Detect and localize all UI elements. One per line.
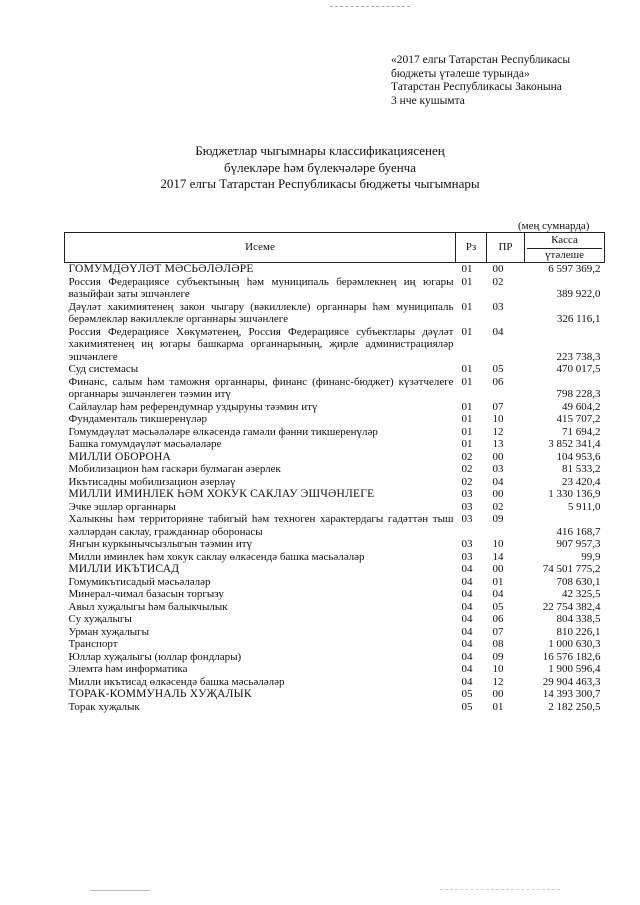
row-section-code: 02 bbox=[461, 475, 473, 488]
row-subsection-code: 14 bbox=[492, 550, 504, 563]
row-amount: 223 738,3 bbox=[556, 350, 601, 363]
row-subsection-code: 00 bbox=[487, 263, 525, 276]
row-amount: 5 911,0 bbox=[567, 500, 601, 513]
row-subsection-code: 00 bbox=[492, 488, 504, 500]
row-name: Су хуҗалыгы bbox=[68, 613, 132, 625]
row-section-code: 04 bbox=[461, 575, 473, 588]
table-row bbox=[65, 376, 605, 401]
row-section-code: 04 bbox=[461, 650, 473, 663]
row-amount: 23 420,4 bbox=[562, 475, 601, 488]
row-amount: 907 957,3 bbox=[556, 538, 601, 550]
row-section-code: 01 bbox=[461, 375, 473, 388]
row-subsection-code: 05 bbox=[492, 363, 504, 375]
row-section-code: 01 bbox=[461, 438, 473, 450]
row-subsection-code: 00 bbox=[492, 450, 504, 463]
table-row bbox=[65, 626, 605, 639]
row-subsection-code: 01 bbox=[492, 575, 504, 588]
row-section-code: 05 bbox=[461, 700, 473, 713]
header-amount-line-1: Касса bbox=[551, 234, 578, 246]
row-subsection-code: 09 bbox=[492, 650, 504, 663]
bottom-scan-rule bbox=[90, 890, 150, 891]
row-amount: 416 168,7 bbox=[556, 525, 601, 538]
title-line-2: бүлекләре һәм бүлекчәләре буенча bbox=[224, 159, 416, 175]
row-section-code: 02 bbox=[461, 450, 473, 463]
row-name: Транспорт bbox=[68, 638, 118, 650]
bottom-scan-dots bbox=[440, 889, 560, 890]
row-section-code: 03 bbox=[461, 538, 473, 550]
row-amount: 1 900 596,4 bbox=[548, 663, 601, 675]
row-name: МИЛЛИ ОБОРОНА bbox=[68, 450, 171, 463]
row-amount: 22 754 382,4 bbox=[542, 600, 601, 613]
row-name: Икътисадны мобилизацион әзерләү bbox=[68, 475, 236, 488]
law-reference-line-3: Татарстан Республикасы Законына bbox=[391, 81, 562, 93]
row-name: Гомумдәүләт мәсьәләләре өлкәсендә гамәли фәнни тикшеренүләр bbox=[68, 425, 378, 438]
document-title bbox=[0, 143, 640, 193]
row-section-code: 04 bbox=[461, 638, 473, 650]
row-amount: 708 630,1 bbox=[556, 575, 601, 588]
row-name: Торак хуҗалык bbox=[68, 700, 140, 713]
row-name: Урман хуҗалыгы bbox=[68, 625, 150, 638]
row-section-code: 04 bbox=[461, 600, 473, 613]
row-name: Юллар хуҗалыгы (юллар фондлары) bbox=[68, 650, 242, 663]
row-subsection-code: 03 bbox=[492, 463, 504, 475]
row-subsection-code: 10 bbox=[492, 538, 504, 550]
row-amount: 71 694,2 bbox=[562, 425, 601, 438]
row-amount: 798 228,3 bbox=[556, 388, 601, 400]
row-name: Россия Федерациясе Хөкүмәтенең, Россия Федерациясе субъектлары дәүләт хакимиятенең иң югары башкарма органнарының, җирле администрацияләр эшчәнлеге bbox=[68, 325, 454, 363]
header-amount-line-2: үтәлеше bbox=[527, 248, 602, 262]
row-amount: 74 501 775,2 bbox=[542, 563, 601, 575]
row-section-code: 04 bbox=[461, 588, 473, 600]
table-row bbox=[65, 663, 605, 676]
table-row bbox=[65, 276, 605, 301]
row-name: Авыл хуҗалыгы һәм балыкчылык bbox=[68, 600, 228, 613]
row-section-code: 01 bbox=[461, 363, 473, 375]
table-header-row bbox=[65, 233, 605, 263]
row-name: Сайлаулар һәм референдумнар уздыруны тәэмин итү bbox=[68, 400, 318, 413]
table-row bbox=[65, 363, 605, 376]
row-subsection-code: 05 bbox=[492, 600, 504, 613]
table-row bbox=[65, 551, 605, 564]
row-name: Халыкны һәм территорияне табигый һәм техноген характердагы гадәттән тыш хәлләрдән саклау, гражданнар оборонасы bbox=[68, 513, 454, 538]
row-name: Эчке эшләр органнары bbox=[68, 500, 176, 513]
row-section-code: 01 bbox=[461, 413, 473, 425]
row-section-code: 04 bbox=[461, 663, 473, 675]
table-row bbox=[65, 413, 605, 426]
row-subsection-code: 03 bbox=[492, 300, 504, 313]
row-section-code: 04 bbox=[461, 563, 473, 575]
row-amount: 99,9 bbox=[581, 550, 601, 563]
row-subsection-code: 02 bbox=[492, 275, 504, 288]
table-row bbox=[65, 563, 605, 576]
table-row bbox=[65, 601, 605, 614]
row-amount: 2 182 250,5 bbox=[548, 700, 601, 713]
row-name: Фундаменталь тикшеренүләр bbox=[68, 413, 207, 425]
row-section-code: 03 bbox=[461, 488, 473, 500]
row-amount: 326 116,1 bbox=[556, 313, 601, 325]
row-amount: 14 393 300,7 bbox=[542, 688, 601, 700]
row-name: Янгын куркынычсызлыгын тәэмин итү bbox=[68, 538, 253, 550]
row-name: Элемтә һәм информатика bbox=[68, 663, 188, 675]
table-row bbox=[65, 488, 605, 501]
header-subsection: ПР bbox=[487, 233, 525, 263]
table-row bbox=[65, 613, 605, 626]
row-name: Милли иминлек һәм хокук саклау өлкәсендә башка мәсьәләләр bbox=[68, 550, 365, 563]
row-section-code: 04 bbox=[461, 675, 473, 688]
row-subsection-code: 12 bbox=[492, 425, 504, 438]
title-line-1: Бюджетлар чыгымнары классификациясенең bbox=[195, 143, 445, 158]
row-section-code: 03 bbox=[461, 550, 473, 563]
top-scan-rule bbox=[330, 6, 410, 7]
row-subsection-code: 01 bbox=[492, 700, 504, 713]
row-amount: 29 904 463,3 bbox=[542, 675, 601, 688]
row-subsection-code: 07 bbox=[492, 400, 504, 413]
row-subsection-code: 12 bbox=[492, 675, 504, 688]
row-section-code: 01 bbox=[461, 275, 473, 288]
row-name: Финанс, салым һәм таможня органнары, финанс (финанс-бюджет) күзәтчелеге органнары эшчәнлеген тәэмин итү bbox=[68, 375, 454, 400]
table-row bbox=[65, 638, 605, 651]
law-reference-note bbox=[391, 54, 570, 108]
row-amount: 389 922,0 bbox=[556, 288, 601, 300]
row-section-code: 03 bbox=[461, 513, 473, 525]
row-amount: 1 330 136,9 bbox=[548, 488, 601, 500]
row-name: ТОРАК-КОММУНАЛЬ ХУҖАЛЫК bbox=[68, 688, 252, 700]
header-name: Исеме bbox=[65, 233, 456, 263]
table-row bbox=[65, 326, 605, 364]
row-name: Минерал-чимал базасын торгызу bbox=[68, 588, 224, 600]
table-row bbox=[65, 576, 605, 589]
table-row bbox=[65, 501, 605, 514]
row-amount: 6 597 369,2 bbox=[525, 263, 605, 276]
row-subsection-code: 08 bbox=[492, 638, 504, 650]
table-row bbox=[65, 588, 605, 601]
table-row bbox=[65, 688, 605, 701]
row-section-code: 04 bbox=[461, 613, 473, 625]
row-section-code: 01 bbox=[461, 400, 473, 413]
row-amount: 42 325,5 bbox=[562, 588, 601, 600]
appendix-number: 3 нче кушымта bbox=[391, 94, 465, 107]
table-row bbox=[65, 701, 605, 714]
table-row bbox=[65, 513, 605, 538]
row-name: Башка гомумдәүләт мәсьәләләре bbox=[68, 438, 222, 450]
expenditure-table bbox=[64, 232, 605, 713]
row-amount: 3 852 341,4 bbox=[548, 438, 601, 450]
row-amount: 415 707,2 bbox=[556, 413, 601, 425]
header-section: Рз bbox=[456, 233, 487, 263]
table-row bbox=[65, 426, 605, 439]
title-line-3: 2017 елгы Татарстан Республикасы бюджеты чыгымнары bbox=[160, 176, 480, 191]
row-amount: 104 953,6 bbox=[556, 450, 601, 463]
row-subsection-code: 07 bbox=[492, 625, 504, 638]
row-name: Дәүләт хакимиятенең закон чыгару (вәкиллекле) органнары һәм муниципаль берәмлекләр вәкиллекле органнары эшчәнлеге bbox=[68, 300, 454, 325]
row-section-code: 03 bbox=[461, 500, 473, 513]
table-body bbox=[65, 263, 605, 714]
row-subsection-code: 13 bbox=[492, 438, 504, 450]
header-amount bbox=[525, 233, 605, 263]
row-subsection-code: 10 bbox=[492, 663, 504, 675]
table-row bbox=[65, 538, 605, 551]
table-row bbox=[65, 463, 605, 476]
row-section-code: 01 bbox=[461, 425, 473, 438]
row-section-code: 04 bbox=[461, 625, 473, 638]
law-reference-line-2: бюджеты үтәлеше турында» bbox=[391, 67, 530, 80]
row-name: Гомумикътисадый мәсьәләләр bbox=[68, 575, 211, 588]
row-name: Россия Федерациясе субъектының һәм муниципаль берәмлекнең иң югары вазыйфаи заты эшчәнлеге bbox=[68, 275, 454, 300]
row-name: Суд системасы bbox=[68, 363, 139, 375]
row-amount: 16 576 182,6 bbox=[542, 650, 601, 663]
row-amount: 81 533,2 bbox=[562, 463, 601, 475]
table-row bbox=[65, 476, 605, 489]
table-row bbox=[65, 438, 605, 451]
row-subsection-code: 09 bbox=[492, 513, 504, 525]
table-row bbox=[65, 676, 605, 689]
row-amount: 810 226,1 bbox=[556, 625, 601, 638]
row-name: МИЛЛИ ИМИНЛЕК ҺӘМ ХОКУК САКЛАУ ЭШЧӘНЛЕГЕ bbox=[68, 488, 375, 500]
units-label: (мең сумнарда) bbox=[518, 220, 590, 232]
row-name: Милли икътисад өлкәсендә башка мәсьәләләр bbox=[68, 675, 285, 688]
law-reference-line-1: «2017 елгы Татарстан Республикасы bbox=[391, 54, 571, 66]
row-section-code: 05 bbox=[461, 688, 473, 700]
row-section-code: 01 bbox=[456, 263, 487, 276]
row-subsection-code: 06 bbox=[492, 375, 504, 388]
table-row bbox=[65, 263, 605, 276]
table-row bbox=[65, 301, 605, 326]
table-row bbox=[65, 451, 605, 464]
row-subsection-code: 00 bbox=[492, 688, 504, 700]
row-subsection-code: 00 bbox=[492, 563, 504, 575]
row-subsection-code: 04 bbox=[492, 325, 504, 338]
row-subsection-code: 04 bbox=[492, 588, 504, 600]
row-section-code: 01 bbox=[461, 325, 473, 338]
row-section-code: 02 bbox=[461, 463, 473, 475]
row-name: Мобилизацион һәм гаскәри булмаган әзерлек bbox=[68, 463, 281, 475]
row-subsection-code: 06 bbox=[492, 613, 504, 625]
row-name: ГОМУМДӘҮЛӘТ МӘСЬӘЛӘЛӘРЕ bbox=[65, 263, 456, 276]
row-name: МИЛЛИ ИКЪТИСАД bbox=[68, 563, 180, 575]
row-section-code: 01 bbox=[461, 300, 473, 313]
row-subsection-code: 04 bbox=[492, 475, 504, 488]
row-amount: 1 000 630,3 bbox=[548, 638, 601, 650]
row-subsection-code: 10 bbox=[492, 413, 504, 425]
table-row bbox=[65, 401, 605, 414]
row-subsection-code: 02 bbox=[492, 500, 504, 513]
row-amount: 470 017,5 bbox=[556, 363, 601, 375]
table-row bbox=[65, 651, 605, 664]
row-amount: 804 338,5 bbox=[556, 613, 601, 625]
row-amount: 49 604,2 bbox=[562, 400, 601, 413]
